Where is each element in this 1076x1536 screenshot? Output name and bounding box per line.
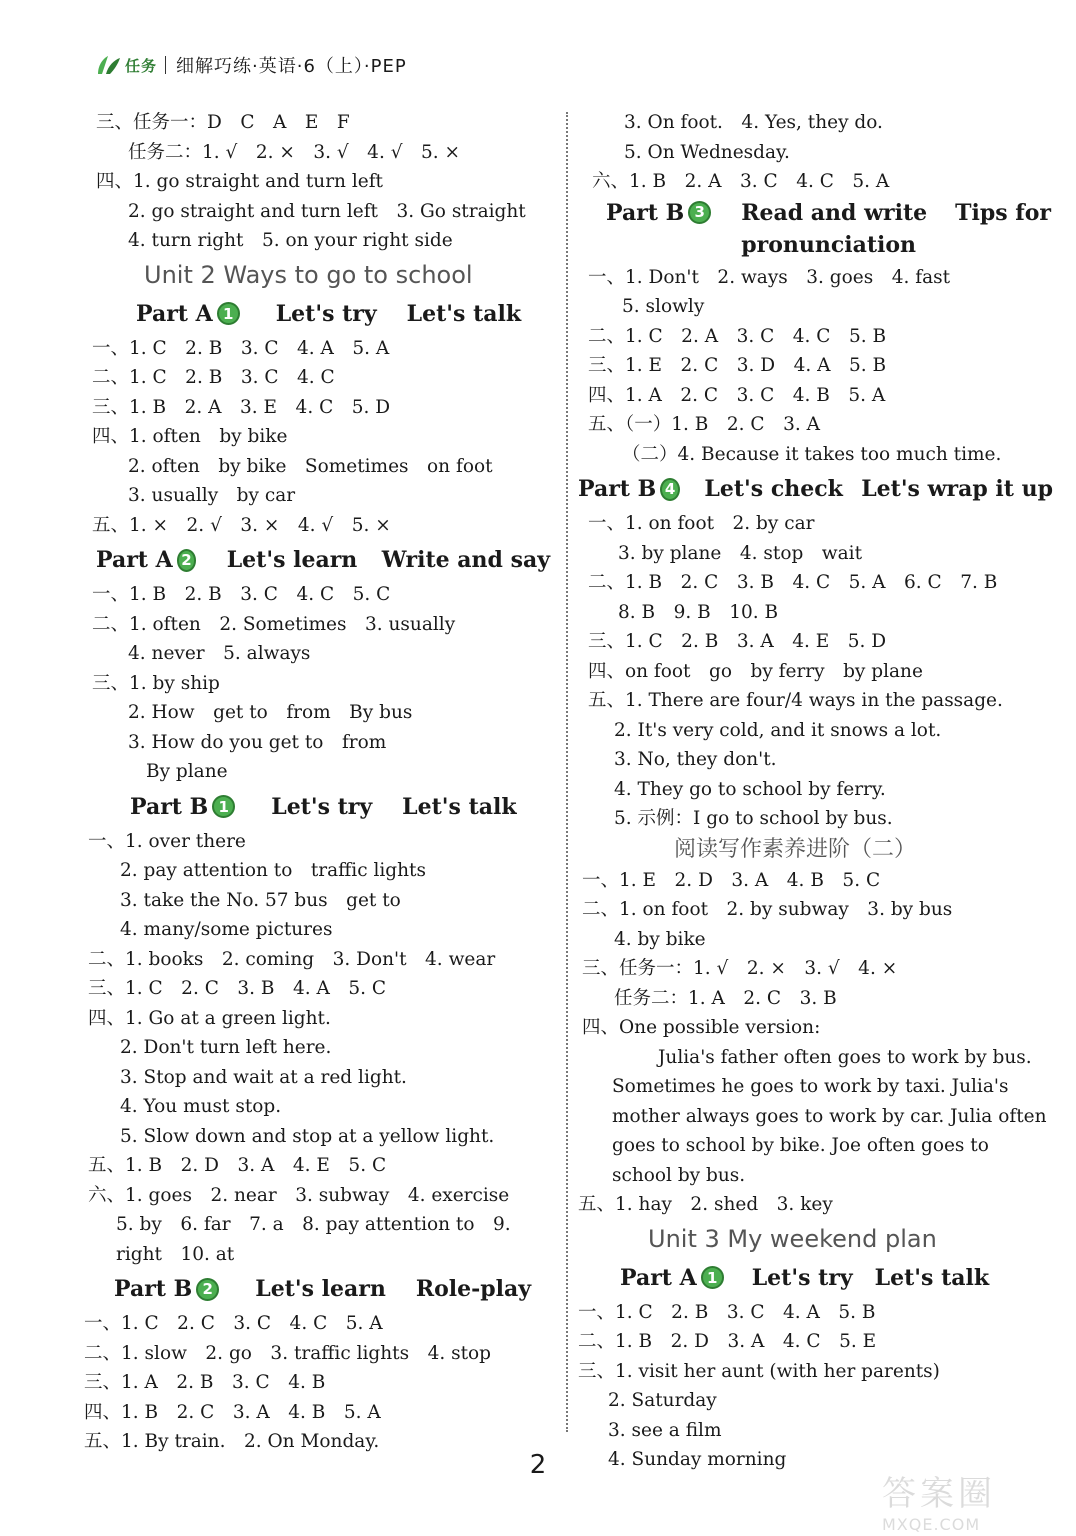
answer-row: 五、（一）1. B 2. C 3. A bbox=[588, 414, 820, 435]
answer-row: 3. take the No. 57 bus get to bbox=[120, 889, 401, 911]
watermark-en: MXQE.COM bbox=[882, 1515, 981, 1534]
number-badge: 1 bbox=[212, 795, 235, 818]
answer-row: school by bus. bbox=[612, 1164, 746, 1186]
answer-row: 3. No, they don't. bbox=[614, 749, 777, 770]
answer-row: 二、1. B 2. C 3. B 4. C 5. A 6. C 7. B bbox=[588, 572, 998, 593]
answer-row: 任务二：1. A 2. C 3. B bbox=[614, 987, 837, 1009]
answer-row: 二、1. often 2. Sometimes 3. usually bbox=[92, 613, 456, 635]
answer-row: goes to school by bike. Joe often goes to bbox=[612, 1135, 989, 1156]
unit-title: Unit 2 Ways to go to school bbox=[144, 260, 473, 289]
logo bbox=[96, 54, 157, 76]
number-badge: 2 bbox=[196, 1278, 219, 1301]
part-label: Part B bbox=[578, 476, 657, 502]
reading-section-title: 阅读写作素养进阶（二） bbox=[674, 836, 917, 862]
section-title: Let's talk bbox=[402, 793, 517, 820]
answer-row: 三、1. by ship bbox=[92, 672, 220, 694]
answer-row: 三、1. C 2. B 3. A 4. E 5. D bbox=[588, 631, 887, 652]
answer-row: 3. How do you get to from bbox=[128, 731, 387, 753]
number-badge: 2 bbox=[177, 549, 197, 572]
part-label: Part B bbox=[130, 793, 209, 820]
answer-row: 4. many/some pictures bbox=[120, 919, 333, 940]
section-heading bbox=[80, 1269, 550, 1309]
number-badge: 1 bbox=[217, 302, 240, 325]
leaf-icon bbox=[96, 54, 122, 76]
answer-row: 一、1. C 2. B 3. C 4. A 5. A bbox=[92, 337, 390, 359]
section-title: Let's wrap it up bbox=[861, 476, 1053, 502]
answer-row: 一、1. B 2. B 3. C 4. C 5. C bbox=[92, 584, 391, 605]
section-title: Let's talk bbox=[406, 300, 522, 327]
answer-row: 二、1. B 2. D 3. A 4. C 5. E bbox=[578, 1331, 877, 1352]
section-title: pronunciation bbox=[741, 231, 917, 258]
section-title: Let's check bbox=[704, 476, 843, 502]
answer-row: 四、1. go straight and turn left bbox=[96, 171, 383, 192]
logo-text: 任务 bbox=[125, 56, 158, 75]
answer-row: 5. Slow down and stop at a yellow light. bbox=[120, 1125, 495, 1147]
number-badge: 1 bbox=[701, 1266, 724, 1289]
answer-row: 一、1. E 2. D 3. A 4. B 5. C bbox=[582, 869, 881, 891]
answer-row: 三、1. E 2. C 3. D 4. A 5. B bbox=[588, 355, 887, 376]
answer-row: 3. see a film bbox=[608, 1419, 722, 1441]
answer-row: 4. Sunday morning bbox=[608, 1449, 787, 1470]
answer-row: 五、1. hay 2. shed 3. key bbox=[578, 1194, 833, 1215]
answer-row: 二、1. C 2. A 3. C 4. C 5. B bbox=[588, 325, 887, 347]
answer-row: 四、1. often by bike bbox=[92, 426, 288, 447]
part-label: Part B bbox=[606, 199, 685, 226]
answer-row: 3. Stop and wait at a red light. bbox=[120, 1066, 407, 1088]
answer-row: 二、1. books 2. coming 3. Don't 4. wear bbox=[88, 948, 496, 970]
answer-row: 三、任务一：1. √ 2. × 3. √ 4. × bbox=[582, 958, 898, 979]
answer-row: mother always goes to work by car. Julia often bbox=[612, 1105, 1047, 1127]
answer-row: 二、1. on foot 2. by subway 3. by bus bbox=[582, 899, 953, 920]
part-label: Part A bbox=[96, 547, 173, 573]
watermark-cn: 答案圈 bbox=[882, 1474, 996, 1514]
answer-row: 一、1. Don't 2. ways 3. goes 4. fast bbox=[588, 266, 951, 288]
section-heading bbox=[80, 294, 550, 334]
answer-row: 四、1. Go at a green light. bbox=[88, 1007, 331, 1029]
section-title: Let's try bbox=[751, 1264, 853, 1291]
answer-row: 一、1. over there bbox=[88, 830, 246, 852]
answer-row: 六、1. goes 2. near 3. subway 4. exercise bbox=[88, 1184, 510, 1206]
unit-title: Unit 3 My weekend plan bbox=[648, 1224, 937, 1253]
section-heading bbox=[578, 1258, 1053, 1298]
section-title: Write and say bbox=[381, 547, 550, 573]
answer-row: 4. You must stop. bbox=[120, 1096, 282, 1117]
answer-row: 六、1. B 2. A 3. C 4. C 5. A bbox=[592, 171, 890, 192]
part-label: Part A bbox=[620, 1264, 697, 1291]
watermark bbox=[882, 1466, 1052, 1534]
answer-row: 4. never 5. always bbox=[128, 643, 311, 664]
answer-row: 3. by plane 4. stop wait bbox=[618, 542, 863, 564]
page-number: 2 bbox=[529, 1450, 547, 1480]
answer-row: 三、1. A 2. B 3. C 4. B bbox=[84, 1372, 326, 1393]
answer-row: 2. pay attention to traffic lights bbox=[120, 860, 426, 881]
part-label: Part B bbox=[114, 1276, 193, 1302]
number-badge: 3 bbox=[688, 201, 711, 224]
answer-row: 任务二：1. √ 2. × 3. √ 4. √ 5. × bbox=[128, 141, 461, 163]
section-title: Let's try bbox=[275, 300, 377, 327]
header-separator bbox=[165, 56, 166, 74]
answer-row: 二、1. C 2. B 3. C 4. C bbox=[92, 367, 335, 388]
answer-row: 四、on foot go by ferry by plane bbox=[588, 660, 923, 682]
section-heading bbox=[80, 787, 550, 827]
answer-row: 2. Saturday bbox=[608, 1390, 717, 1411]
answer-row: 四、1. B 2. C 3. A 4. B 5. A bbox=[84, 1401, 381, 1423]
answer-row: 四、1. A 2. C 3. C 4. B 5. A bbox=[588, 384, 886, 406]
section-heading bbox=[80, 540, 550, 580]
answer-row: right 10. at bbox=[116, 1243, 235, 1265]
answer-row: 4. by bike bbox=[614, 928, 706, 950]
answer-row: 8. B 9. B 10. B bbox=[618, 601, 779, 623]
number-badge: 4 bbox=[660, 478, 680, 501]
answer-row: Julia's father often goes to work by bus. bbox=[658, 1046, 1032, 1068]
section-heading bbox=[578, 197, 1053, 263]
section-title: Tips for bbox=[955, 199, 1052, 226]
answer-row: 2. It's very cold, and it snows a lot. bbox=[614, 719, 942, 741]
section-title: Role-play bbox=[415, 1276, 532, 1302]
answer-row: 4. They go to school by ferry. bbox=[614, 778, 886, 800]
answer-row: 2. go straight and turn left 3. Go straight bbox=[128, 200, 526, 222]
answer-row: 三、任务一：D C A E F bbox=[96, 112, 350, 133]
answer-row: 一、1. C 2. C 3. C 4. C 5. A bbox=[84, 1313, 383, 1334]
answer-row: 3. On foot. 4. Yes, they do. bbox=[624, 112, 883, 133]
section-title: Let's learn bbox=[226, 547, 358, 573]
answer-row: 2. often by bike Sometimes on foot bbox=[128, 455, 493, 477]
answer-row: 5. On Wednesday. bbox=[624, 141, 790, 163]
section-title: Let's try bbox=[271, 793, 373, 820]
answer-row: 四、One possible version: bbox=[582, 1017, 821, 1038]
answer-row: 3. usually by car bbox=[128, 485, 296, 506]
answer-row: （二）4. Because it takes too much time. bbox=[622, 443, 1002, 465]
header-title: 细解巧练·英语·6（上）·PEP bbox=[176, 56, 407, 77]
answer-row: 5. by 6. far 7. a 8. pay attention to 9. bbox=[116, 1214, 511, 1235]
answer-row: Sometimes he goes to work by taxi. Julia's bbox=[612, 1076, 1009, 1097]
section-heading bbox=[578, 469, 1053, 509]
answer-row: By plane bbox=[146, 761, 228, 782]
part-label: Part A bbox=[136, 300, 213, 327]
answer-row: 一、1. on foot 2. by car bbox=[588, 513, 815, 534]
answer-row: 5. 示例：I go to school by bus. bbox=[614, 808, 893, 829]
section-title: Let's talk bbox=[874, 1264, 990, 1291]
answer-row: 5. slowly bbox=[622, 296, 705, 317]
answer-row: 2. How get to from By bus bbox=[128, 702, 413, 723]
answer-row: 五、1. × 2. √ 3. × 4. √ 5. × bbox=[92, 514, 391, 536]
section-title: Read and write bbox=[741, 199, 928, 226]
answer-row: 五、1. There are four/4 ways in the passage. bbox=[588, 690, 1003, 711]
left-column bbox=[80, 108, 550, 1457]
answer-row: 三、1. visit her aunt (with her parents) bbox=[578, 1360, 940, 1382]
page-header bbox=[96, 50, 407, 80]
answer-row: 三、1. B 2. A 3. E 4. C 5. D bbox=[92, 396, 391, 418]
section-title: Let's learn bbox=[255, 1276, 386, 1302]
column-divider bbox=[566, 112, 568, 1432]
answer-row: 五、1. B 2. D 3. A 4. E 5. C bbox=[88, 1155, 387, 1176]
answer-row: 三、1. C 2. C 3. B 4. A 5. C bbox=[88, 978, 387, 999]
answer-row: 二、1. slow 2. go 3. traffic lights 4. stop bbox=[84, 1342, 492, 1364]
answer-row: 2. Don't turn left here. bbox=[120, 1037, 332, 1058]
answer-row: 五、1. By train. 2. On Monday. bbox=[84, 1431, 380, 1452]
right-column bbox=[578, 108, 1053, 1475]
answer-row: 一、1. C 2. B 3. C 4. A 5. B bbox=[578, 1301, 876, 1323]
answer-row: 4. turn right 5. on your right side bbox=[128, 230, 453, 251]
